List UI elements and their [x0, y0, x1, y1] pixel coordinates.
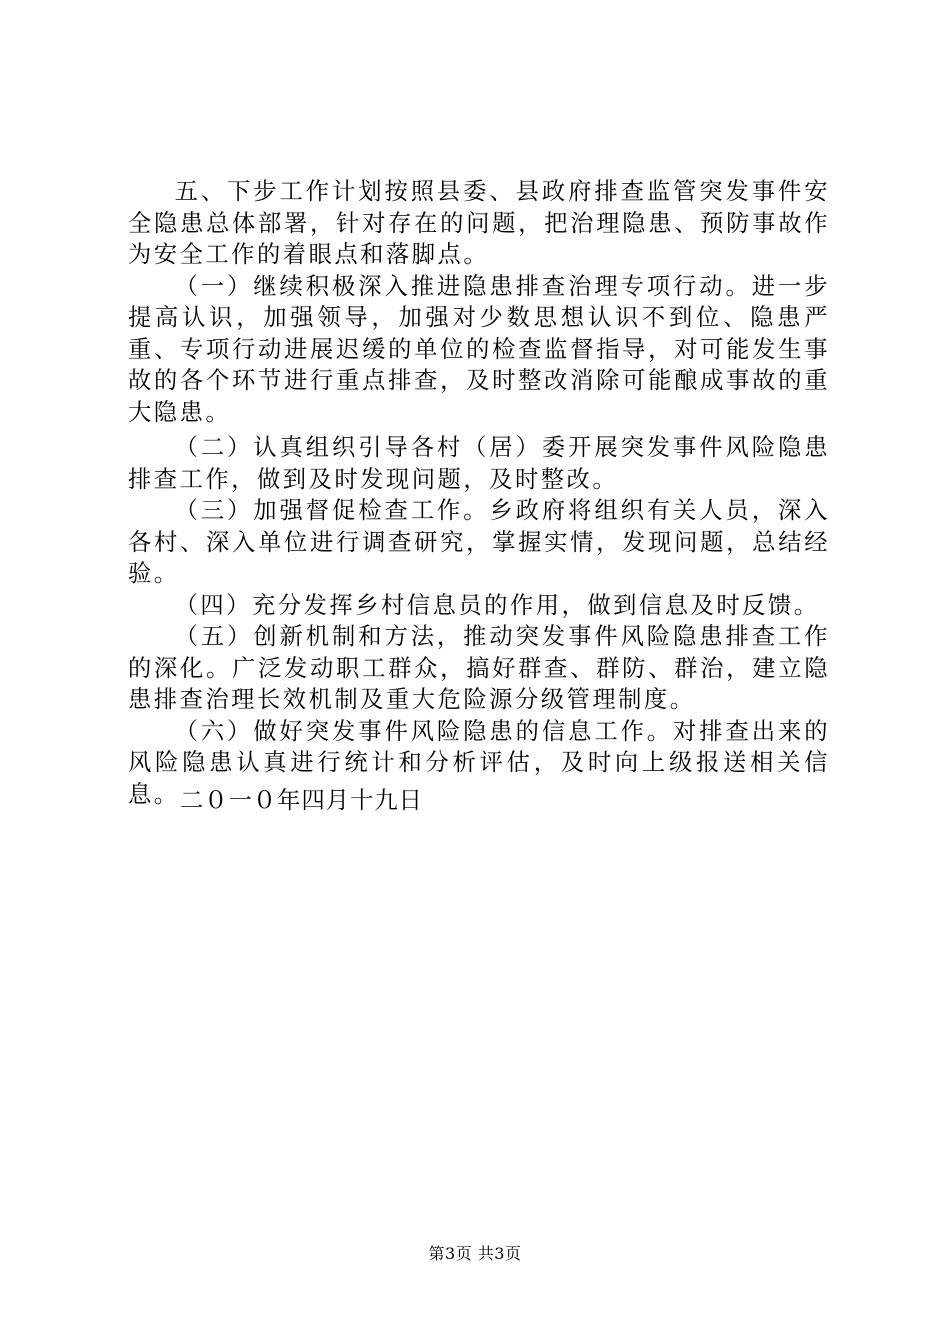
paragraph-work-plan: 五、下步工作计划按照县委、县政府排查监管突发事件安全隐患总体部署，针对存在的问题，把治理隐患、预防事故作为安全工作的着眼点和落脚点。: [128, 178, 830, 268]
paragraph-item-2: （二）认真组织引导各村（居）委开展突发事件风险隐患排查工作，做到及时发现问题，及时整改。: [128, 434, 830, 493]
document-body: [128, 176, 830, 810]
paragraph-item-5: （五）创新机制和方法，推动突发事件风险隐患排查工作的深化。广泛发动职工群众，搞好群查、群防、群治，建立隐患排查治理长效机制及重大危险源分级管理制度。: [128, 623, 830, 713]
paragraph-item-1: （一）继续积极深入推进隐患排查治理专项行动。进一步提高认识，加强领导，加强对少数思想认识不到位、隐患严重、专项行动进展迟缓的单位的检查监督指导，对可能发生事故的各个环节进行重点排查，及时整改消除可能酿成事故的重大隐患。: [128, 272, 830, 426]
paragraph-item-4: （四）充分发挥乡村信息员的作用，做到信息及时反馈。: [174, 591, 820, 619]
document-date: 二０一０年四月十九日: [180, 787, 423, 814]
page-footer: 第3页 共3页: [428, 1244, 522, 1263]
paragraph-item-3: （三）加强督促检查工作。乡政府将组织有关人员，深入各村、深入单位进行调查研究，掌握实情，发现问题，总结经验。: [128, 497, 830, 587]
paragraph-item-6: （六）做好突发事件风险隐患的信息工作。对排查出来的风险隐患认真进行统计和分析评估，及时向上级报送相关信息。: [128, 717, 830, 808]
